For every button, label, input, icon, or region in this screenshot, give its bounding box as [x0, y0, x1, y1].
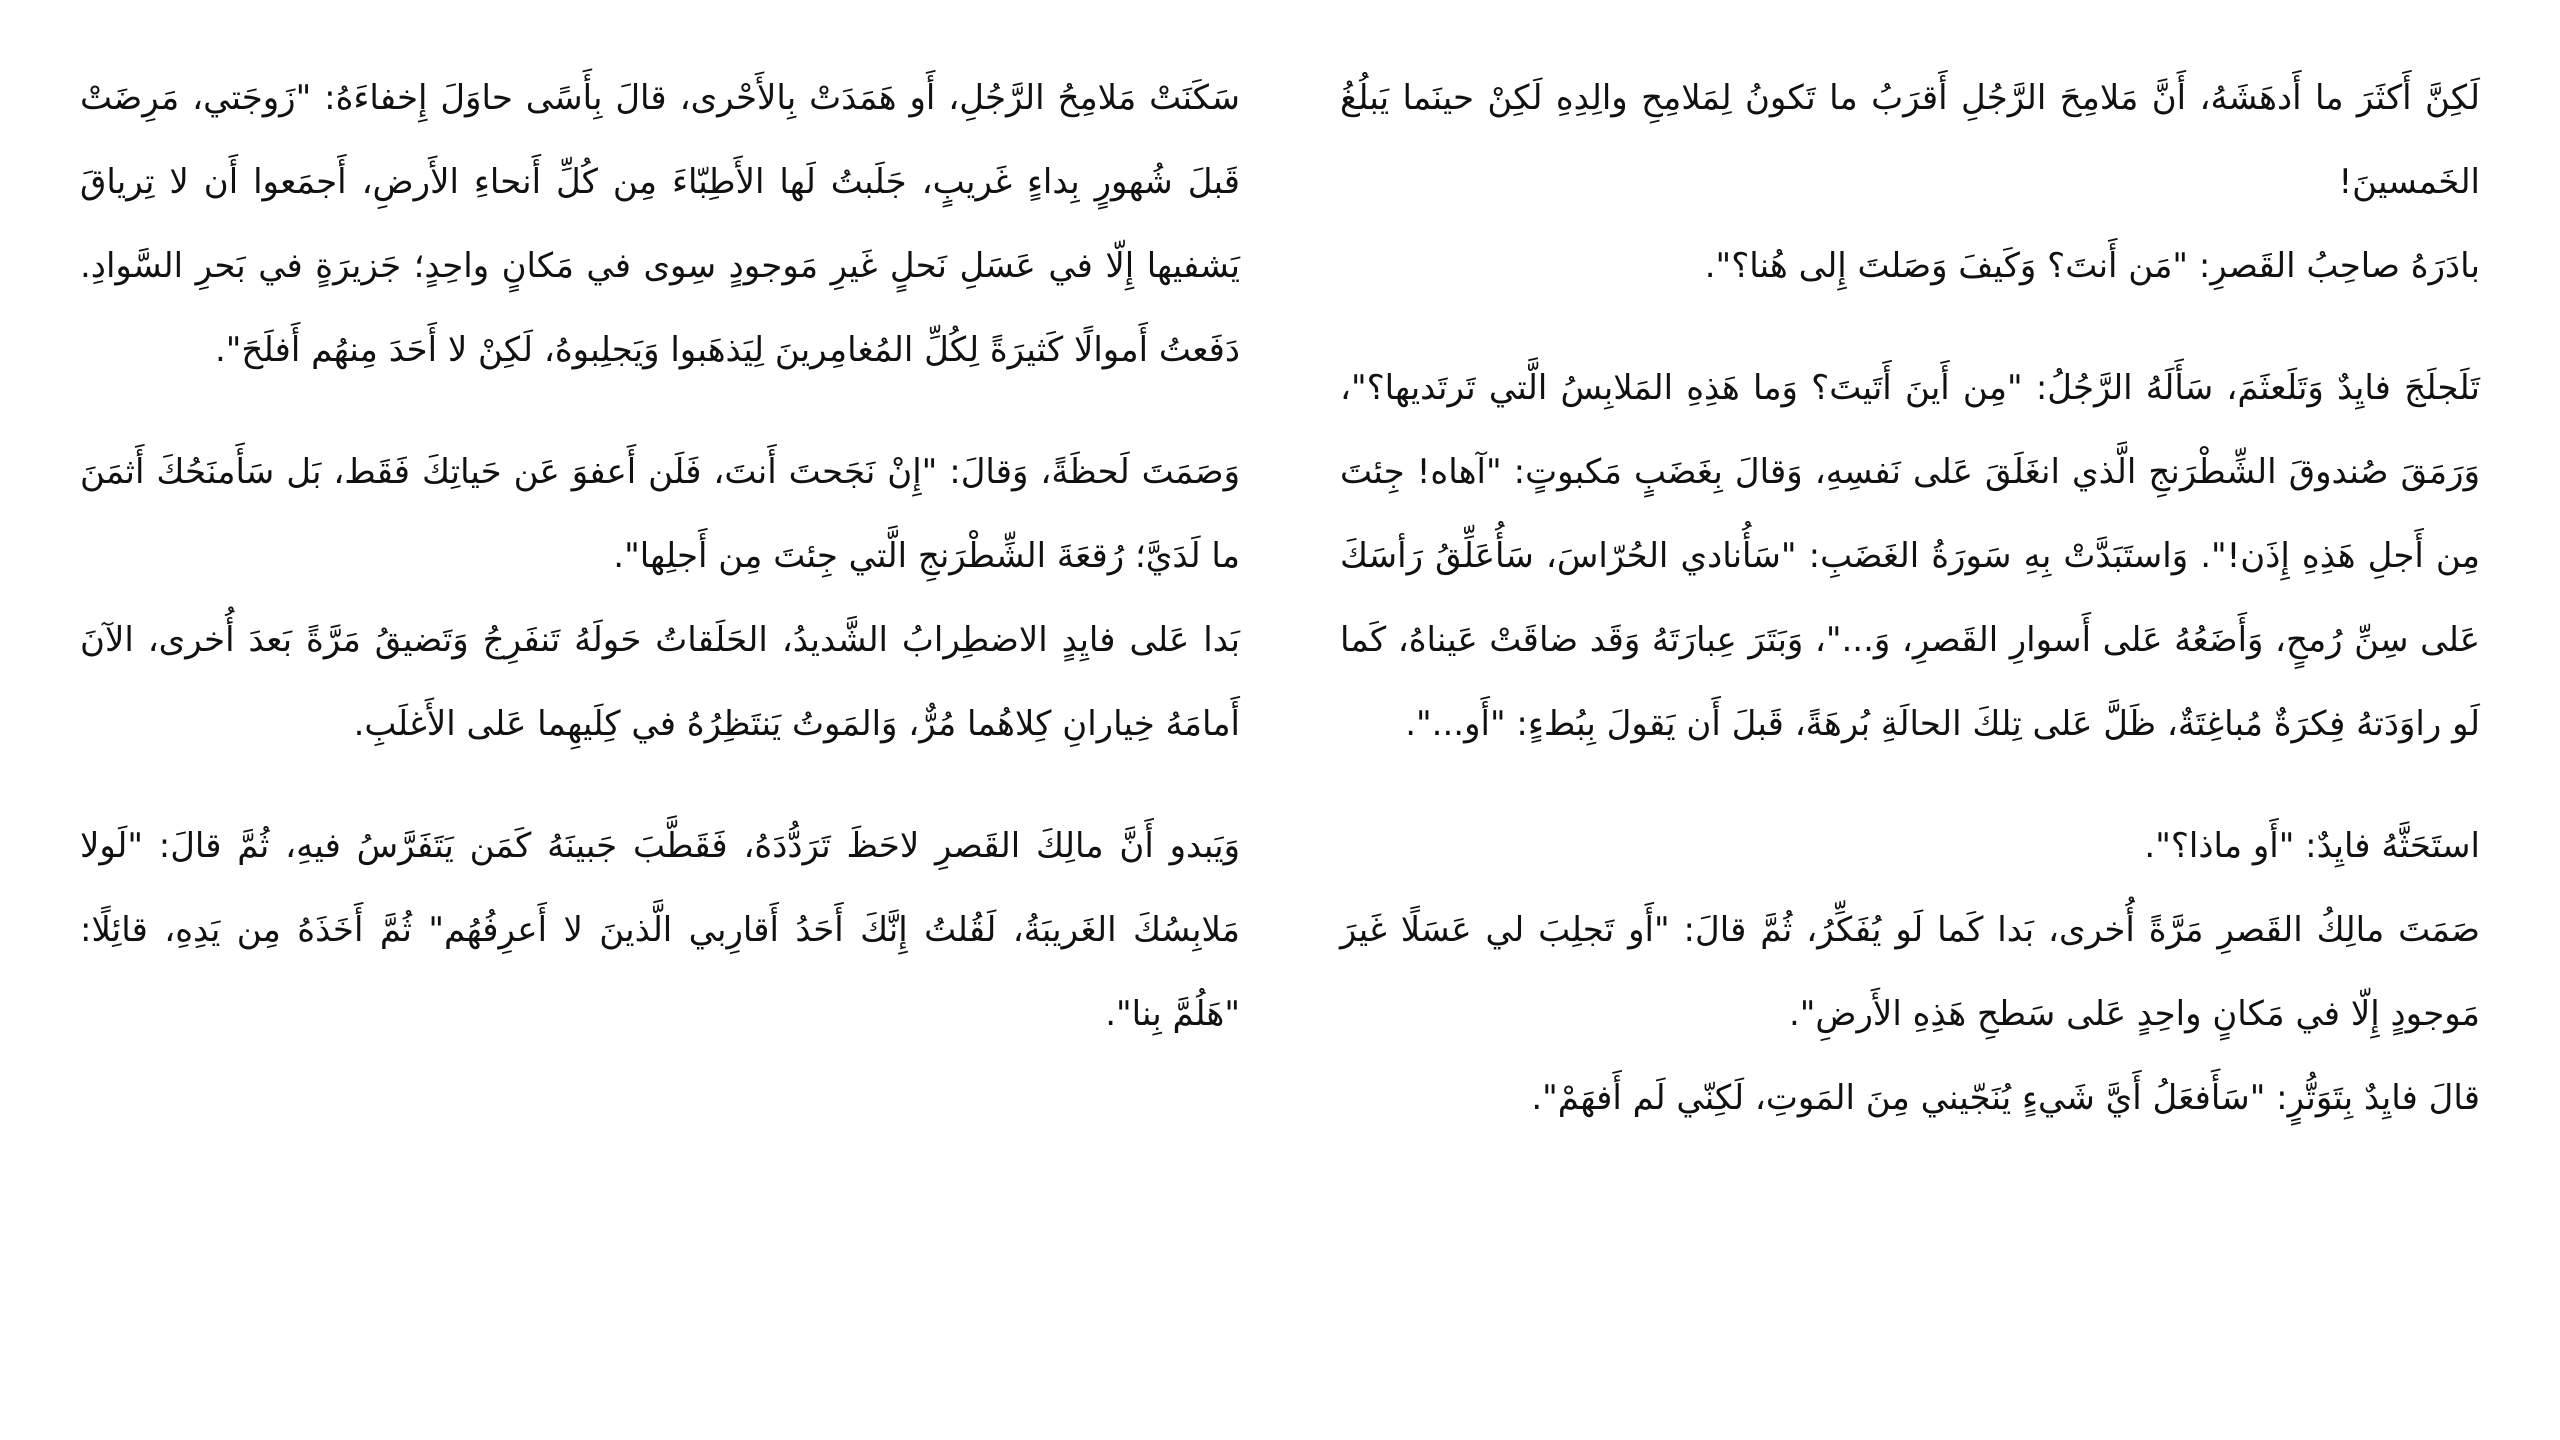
paragraph: بَدا عَلى فايِدٍ الاضطِرابُ الشَّديدُ، الحَلَقاتُ حَولَهُ تَنفَرِجُ وَتَضيقُ مَرَّةً بَعدَ أُخرى، الآنَ أَمامَهُ خِيارانِ كِلاهُما مُرٌّ، وَالمَوتُ يَنتَظِرُهُ في كِلَيهِما عَلى الأَغلَبِ. — [80, 620, 1240, 744]
paragraph: لَكِنَّ أَكثَرَ ما أَدهَشَهُ، أَنَّ مَلامِحَ الرَّجُلِ أَقرَبُ ما تَكونُ لِمَلامِحِ والِدِهِ لَكِنْ حينَما يَبلُغُ الخَمسينَ! — [1340, 78, 2480, 202]
paragraph: تَلَجلَجَ فايِدٌ وَتَلَعثَمَ، سَأَلَهُ الرَّجُلُ: "مِن أَينَ أَتَيتَ؟ وَما هَذِهِ المَلابِسُ الَّتي تَرتَديها؟"، وَرَمَقَ صُندوقَ الشِّطْرَنجِ الَّذي انغَلَقَ عَلى نَفسِهِ، وَقالَ بِغَضَبٍ مَكبوتٍ: "آهاه! جِئتَ مِن أَجلِ هَذِهِ إِذَن!". وَاستَبَدَّتْ بِهِ سَورَةُ الغَضَبِ: "سَأُنادي الحُرّاسَ، سَأُعَلِّقُ رَأسَكَ عَلى سِنِّ رُمحٍ، وَأَضَعُهُ عَلى أَسوارِ القَصرِ، وَ..."، وَبَتَرَ عِبارَتَهُ وَقَد ضاقَتْ عَيناهُ، كَما لَو راوَدَتهُ فِكرَةٌ مُباغِتَةٌ، ظَلَّ عَلى تِلكَ الحالَةِ بُرهَةً، قَبلَ أَن يَقولَ بِبُطءٍ: "أَو...". — [1340, 368, 2480, 744]
paragraph: صَمَتَ مالِكُ القَصرِ مَرَّةً أُخرى، بَدا كَما لَو يُفَكِّرُ، ثُمَّ قالَ: "أَو تَجلِبَ لي عَسَلًا غَيرَ مَوجودٍ إِلّا في مَكانٍ واحِدٍ عَلى سَطحِ هَذِهِ الأَرضِ". — [1340, 910, 2480, 1034]
right-page — [1280, 0, 2560, 1440]
paragraph: وَصَمَتَ لَحظَةً، وَقالَ: "إِنْ نَجَحتَ أَنتَ، فَلَن أَعفوَ عَن حَياتِكَ فَقَط، بَل سَأَمنَحُكَ أَثمَنَ ما لَدَيَّ؛ رُقعَةَ الشِّطْرَنجِ الَّتي جِئتَ مِن أَجلِها". — [80, 452, 1240, 576]
paragraph: وَيَبدو أَنَّ مالِكَ القَصرِ لاحَظَ تَرَدُّدَهُ، فَقَطَّبَ جَبينَهُ كَمَن يَتَفَرَّسُ فيهِ، ثُمَّ قالَ: "لَولا مَلابِسُكَ الغَريبَةُ، لَقُلتُ إِنَّكَ أَحَدُ أَقارِبي الَّذينَ لا أَعرِفُهُم" ثُمَّ أَخَذَهُ مِن يَدِهِ، قائِلًا: "هَلُمَّ بِنا". — [80, 826, 1240, 1034]
paragraph: سَكَنَتْ مَلامِحُ الرَّجُلِ، أَو هَمَدَتْ بِالأَحْرى، قالَ بِأَسًى حاوَلَ إِخفاءَهُ: "زَوجَتي، مَرِضَتْ قَبلَ شُهورٍ بِداءٍ غَريبٍ، جَلَبتُ لَها الأَطِبّاءَ مِن كُلِّ أَنحاءِ الأَرضِ، أَجمَعوا أَن لا تِرياقَ يَشفيها إِلّا في عَسَلِ نَحلٍ غَيرِ مَوجودٍ سِوى في مَكانٍ واحِدٍ؛ جَزيرَةٍ في بَحرِ السَّوادِ. دَفَعتُ أَموالًا كَثيرَةً لِكُلِّ المُغامِرينَ لِيَذهَبوا وَيَجلِبوهُ، لَكِنْ لا أَحَدَ مِنهُم أَفلَحَ". — [80, 78, 1240, 370]
paragraph: بادَرَهُ صاحِبُ القَصرِ: "مَن أَنتَ؟ وَكَيفَ وَصَلتَ إِلى هُنا؟". — [1704, 246, 2480, 286]
paragraph: قالَ فايِدٌ بِتَوَتُّرٍ: "سَأَفعَلُ أَيَّ شَيءٍ يُنَجّيني مِنَ المَوتِ، لَكِنّي لَم أَفهَمْ". — [1531, 1078, 2480, 1118]
paragraph: استَحَثَّهُ فايِدٌ: "أَو ماذا؟". — [2144, 826, 2480, 866]
